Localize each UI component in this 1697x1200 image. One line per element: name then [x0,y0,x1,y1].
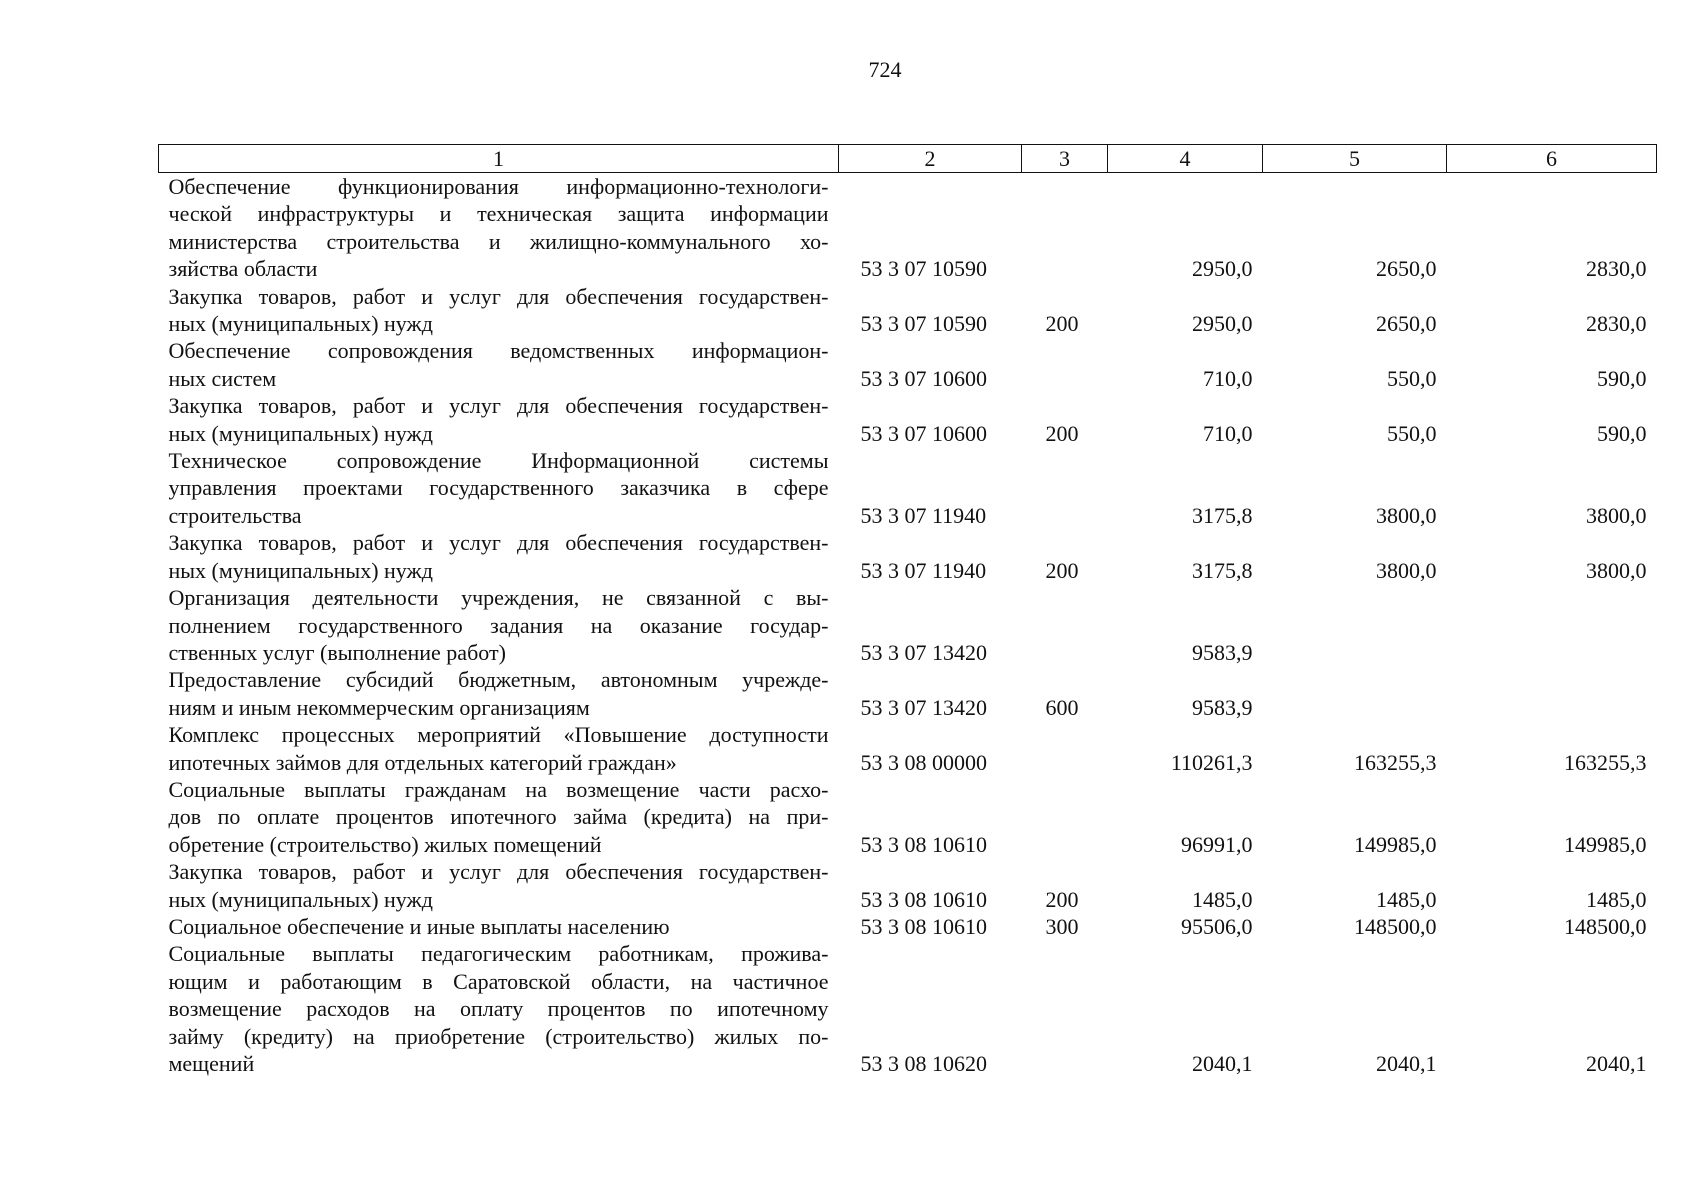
target-article-code: 53 3 07 13420 [860,639,987,665]
amount-col-5: 1485,0 [1376,886,1437,912]
amount-col-4: 2040,1 [1192,1051,1253,1076]
expense-name-line: Социальные выплаты педагогическим работникам, прожива- [168,941,829,967]
amount-col-4: 96991,0 [1181,831,1253,857]
expense-name [159,337,839,392]
expense-name-line: Обеспечение сопровождения ведомственных информацион- [168,338,829,364]
page-number: 724 [868,57,902,82]
expense-type-code: 600 [1045,694,1079,720]
table-row [159,858,1657,913]
amount-col-6: 149985,0 [1564,831,1647,857]
amount-col-6: 3800,0 [1586,557,1647,583]
expense-type-code [1022,337,1108,392]
expense-name [159,529,839,584]
table-row [159,529,1657,584]
amount-col-5: 3800,0 [1376,557,1437,583]
table-row [159,283,1657,338]
amount-col-6: 590,0 [1597,420,1647,446]
expense-name-line: министерства строительства и жилищно-коммунального хо- [168,228,829,254]
target-article-code: 53 3 07 13420 [860,694,987,720]
expense-type-code: 200 [1045,420,1079,446]
expense-name-line: ных (муниципальных) нужд [168,420,433,446]
table-row [159,392,1657,447]
amount-col-5: 2040,1 [1376,1051,1437,1076]
expense-name-line: ных (муниципальных) нужд [168,311,433,337]
expense-name-line: Предоставление субсидий бюджетным, автономным учрежде- [168,667,829,693]
amount-col-4: 110261,3 [1170,749,1253,775]
expense-type-code [1022,584,1108,666]
expense-name-line: зяйства области [168,256,318,282]
expense-name-line: Социальные выплаты гражданам на возмещение части расхо- [168,776,829,802]
amount-col-6 [1447,584,1657,666]
expense-name-line: Организация деятельности учреждения, не связанной с вы- [168,585,829,611]
amount-col-6: 2040,1 [1586,1051,1647,1076]
budget-table [158,144,1657,1077]
expense-type-code [1022,721,1108,776]
expense-name-line: ниям и иным некоммерческим организациям [168,694,590,720]
amount-col-5: 550,0 [1387,420,1437,446]
expense-type-code: 200 [1045,886,1079,912]
amount-col-4: 9583,9 [1192,639,1253,665]
amount-col-4: 3175,8 [1192,502,1253,528]
amount-col-6 [1447,666,1657,721]
amount-col-4: 710,0 [1203,365,1253,391]
expense-name-line: ных систем [168,365,277,391]
column-header: 2 [839,145,1022,173]
expense-type-code [1022,940,1108,1077]
expense-name [159,584,839,666]
expense-name-line: строительства [168,502,302,528]
expense-type-code: 200 [1045,311,1079,337]
expense-name [159,392,839,447]
expense-name-line: Социальное обеспечение и иные выплаты населению [168,913,670,939]
expense-name-line: дов по оплате процентов ипотечного займа (кредита) на при- [168,804,829,830]
expense-name-line: Техническое сопровождение Информационной системы [168,448,829,474]
amount-col-4: 2950,0 [1192,311,1253,337]
amount-col-6: 2830,0 [1586,311,1647,337]
column-header: 5 [1263,145,1447,173]
expense-name [159,666,839,721]
expense-name-line: Закупка товаров, работ и услуг для обеспечения государствен- [168,393,829,419]
expense-name-line: Закупка товаров, работ и услуг для обеспечения государствен- [168,859,829,885]
table-row [159,447,1657,529]
column-header: 3 [1022,145,1108,173]
expense-name-line: полнением государственного задания на оказание государ- [168,612,829,638]
table-row [159,666,1657,721]
amount-col-5: 149985,0 [1354,831,1437,857]
target-article-code: 53 3 07 10600 [860,365,987,391]
column-header: 1 [159,145,839,173]
amount-col-5: 148500,0 [1354,913,1437,939]
amount-col-5: 3800,0 [1376,502,1437,528]
amount-col-5: 2650,0 [1376,311,1437,337]
amount-col-6: 148500,0 [1564,913,1647,939]
amount-col-5: 550,0 [1387,365,1437,391]
table-header [159,145,1657,173]
expense-type-code [1022,447,1108,529]
amount-col-4: 95506,0 [1181,913,1253,939]
amount-col-6: 3800,0 [1586,502,1647,528]
table-row [159,173,1657,283]
expense-name [159,447,839,529]
target-article-code: 53 3 08 10610 [860,831,987,857]
table-row [159,776,1657,858]
expense-name-line: ческой инфраструктуры и техническая защита информации [168,201,829,227]
amount-col-6: 590,0 [1597,365,1647,391]
expense-name [159,173,839,283]
expense-name-line: займу (кредиту) на приобретение (строительство) жилых по- [168,1023,829,1049]
amount-col-5: 2650,0 [1376,256,1437,282]
amount-col-6: 1485,0 [1586,886,1647,912]
expense-type-code: 300 [1045,913,1079,939]
target-article-code: 53 3 07 10600 [860,420,987,446]
expense-name-line: ственных услуг (выполнение работ) [168,639,506,665]
expense-name [159,721,839,776]
amount-col-4: 710,0 [1203,420,1253,446]
table-body [159,173,1657,1078]
target-article-code: 53 3 08 10610 [860,886,987,912]
expense-name-line: Закупка товаров, работ и услуг для обеспечения государствен- [168,283,829,309]
expense-name-line: мещений [168,1051,255,1076]
expense-name-line: Обеспечение функционирования информационно-технологи- [168,174,829,199]
amount-col-4: 9583,9 [1192,694,1253,720]
expense-name [159,858,839,913]
column-header: 4 [1108,145,1263,173]
expense-name-line: управления проектами государственного заказчика в сфере [168,475,829,501]
target-article-code: 53 3 07 11940 [860,557,987,583]
expense-name [159,776,839,858]
table-row [159,940,1657,1077]
amount-col-4: 1485,0 [1192,886,1253,912]
table-row [159,337,1657,392]
amount-col-5: 163255,3 [1354,749,1437,775]
amount-col-5 [1263,666,1447,721]
expense-name-line: ных (муниципальных) нужд [168,557,433,583]
target-article-code: 53 3 08 10620 [860,1051,987,1076]
expense-name-line: ющим и работающим в Саратовской области, на частичное [168,968,829,994]
expense-name [159,283,839,338]
table-row [159,913,1657,940]
expense-name-line: ипотечных займов для отдельных категорий граждан» [168,749,677,775]
amount-col-4: 3175,8 [1192,557,1253,583]
table-row [159,721,1657,776]
amount-col-6: 163255,3 [1564,749,1647,775]
target-article-code: 53 3 07 10590 [860,311,987,337]
expense-name [159,913,839,940]
expense-name-line: ных (муниципальных) нужд [168,886,433,912]
amount-col-6: 2830,0 [1586,256,1647,282]
target-article-code: 53 3 08 10610 [860,913,987,939]
target-article-code: 53 3 07 10590 [860,256,987,282]
expense-name-line: возмещение расходов на оплату процентов по ипотечному [168,996,829,1022]
target-article-code: 53 3 07 11940 [860,502,987,528]
header-row [159,145,1657,173]
target-article-code: 53 3 08 00000 [860,749,987,775]
table-row [159,584,1657,666]
expense-type-code: 200 [1045,557,1079,583]
expense-type-code [1022,776,1108,858]
expense-name-line: Комплекс процессных мероприятий «Повышение доступности [168,722,829,748]
column-header: 6 [1447,145,1657,173]
amount-col-5 [1263,584,1447,666]
expense-name [159,940,839,1077]
amount-col-4: 2950,0 [1192,256,1253,282]
expense-name-line: Закупка товаров, работ и услуг для обеспечения государствен- [168,530,829,556]
expense-name-line: обретение (строительство) жилых помещений [168,831,602,857]
expense-type-code [1022,173,1108,283]
